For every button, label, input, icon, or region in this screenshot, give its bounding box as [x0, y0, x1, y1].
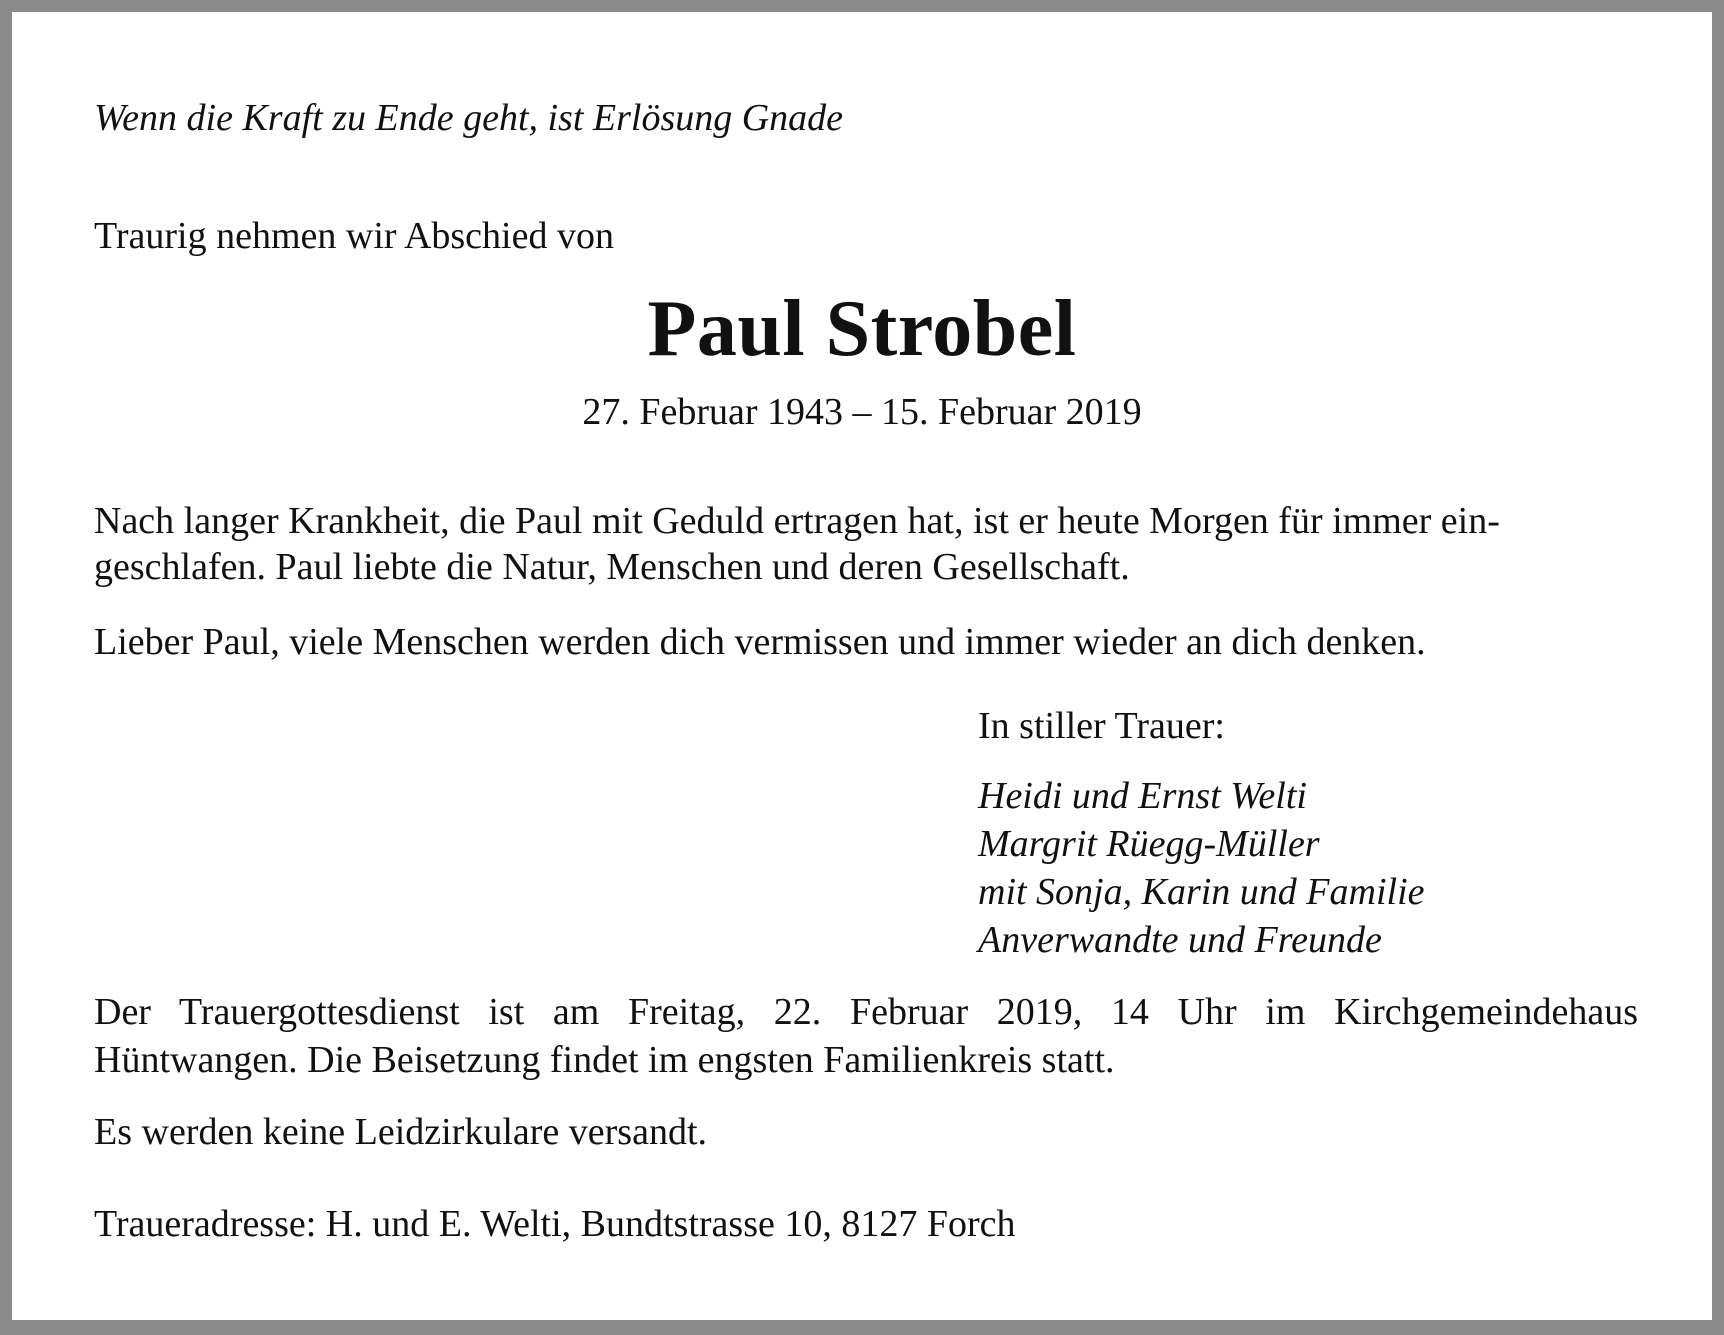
illness-paragraph-line-1: Nach langer Krankheit, die Paul mit Geduld ertragen hat, ist er heute Morgen für immer ein-	[94, 500, 1500, 542]
life-dates: 27. Februar 1943 – 15. Februar 2019	[582, 391, 1142, 433]
circulars-notice: Es werden keine Leidzirkulare versandt.	[94, 1111, 708, 1153]
mourners-list	[978, 772, 1425, 964]
mourning-address: Traueradresse: H. und E. Welti, Bundtstrasse 10, 8127 Forch	[94, 1203, 1016, 1245]
mourner-name: mit Sonja, Karin und Familie	[978, 871, 1425, 913]
service-paragraph-line-2: Hüntwangen. Die Beisetzung findet im engsten Familienkreis statt.	[94, 1039, 1115, 1081]
deceased-name: Paul Strobel	[647, 285, 1077, 373]
service-paragraph	[94, 988, 1638, 1084]
service-paragraph-line-1: Der Trauergottesdienst ist am Freitag, 22. Februar 2019, 14 Uhr im Kirchgemeindehaus	[94, 991, 1638, 1033]
farewell-paragraph: Lieber Paul, viele Menschen werden dich vermissen und immer wieder an dich denken.	[94, 621, 1426, 663]
illness-paragraph-line-2: geschlafen. Paul liebte die Natur, Menschen und deren Gesellschaft.	[94, 546, 1130, 588]
mourner-name: Heidi und Ernst Welti	[978, 775, 1307, 817]
mourner-name: Anverwandte und Freunde	[978, 919, 1382, 961]
obituary-notice	[12, 12, 1712, 1320]
motto-quote: Wenn die Kraft zu Ende geht, ist Erlösung Gnade	[94, 97, 844, 139]
mourning-heading: In stiller Trauer:	[978, 705, 1225, 747]
illness-paragraph	[94, 498, 1500, 590]
mourner-name: Margrit Rüegg-Müller	[978, 823, 1320, 865]
intro-text: Traurig nehmen wir Abschied von	[94, 215, 614, 257]
